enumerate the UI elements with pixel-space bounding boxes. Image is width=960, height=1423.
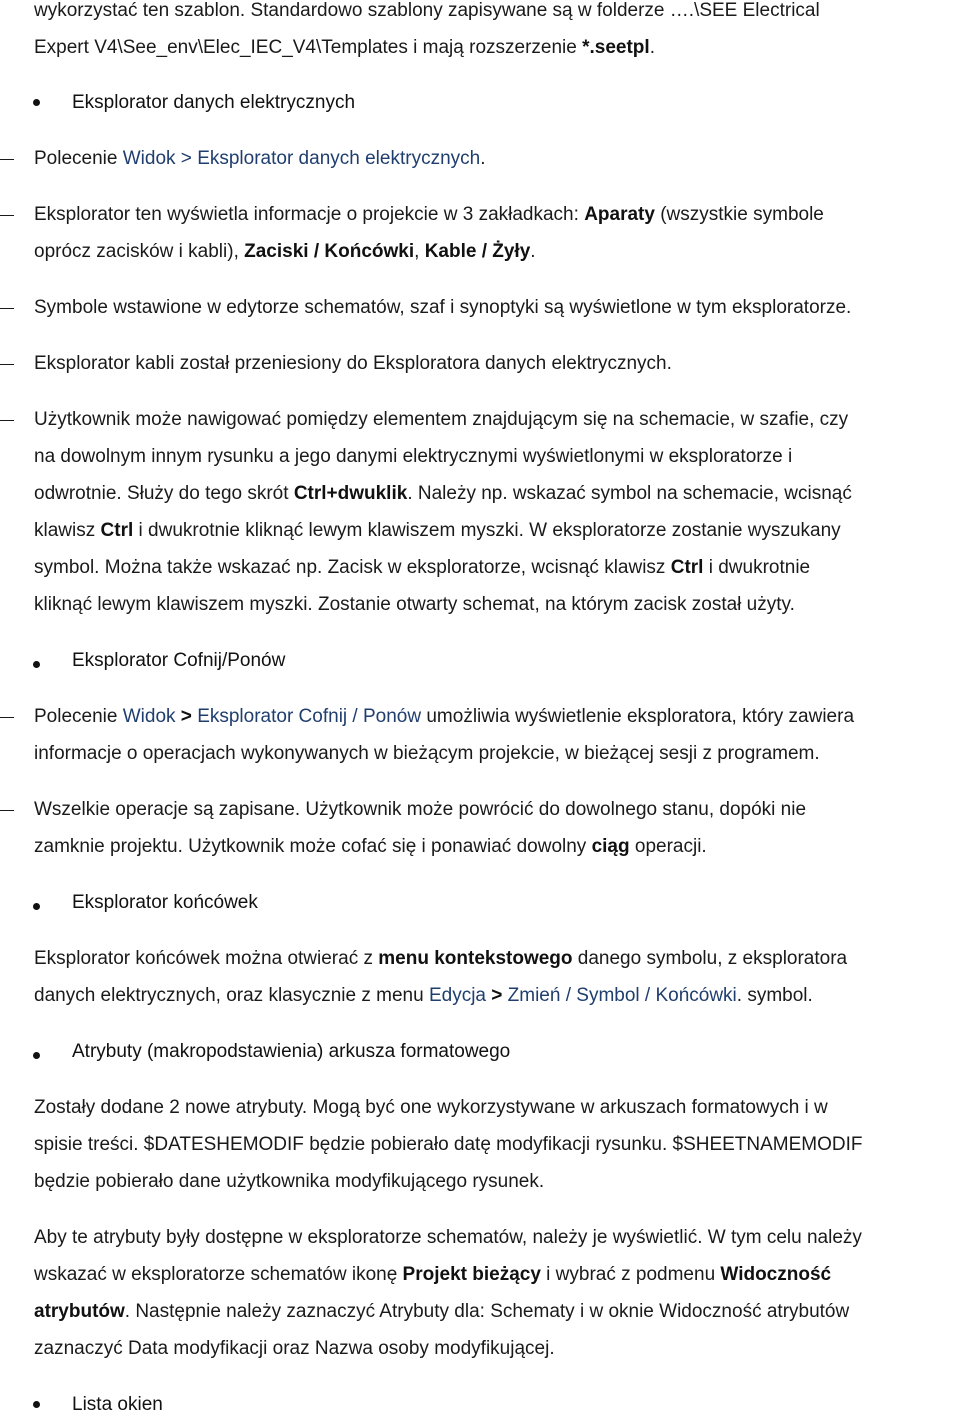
s4-p1-line-2: spisie treści. $DATESHEMODIF będzie pobierało datę modyfikacji rysunku. $SHEETNAMEMODIF (34, 1134, 863, 1155)
text: Eksplorator końcówek można otwierać z (34, 948, 379, 969)
text: . Następnie należy zaznaczyć Atrybuty dla: Schematy i w oknie Widoczność atrybutów (124, 1301, 850, 1322)
s2-dash-1-line-1 (34, 698, 958, 735)
term-ciag: ciąg (591, 836, 630, 857)
dash-marker (0, 364, 14, 365)
tab-ref-aparaty: Aparaty (584, 204, 655, 225)
bullet-dot (33, 1401, 40, 1408)
text: danego symbolu, z eksploratora (572, 948, 848, 969)
text: zamknie projektu. Użytkownik może cofać się i ponawiać dowolny (34, 836, 592, 857)
intro-line-2 (34, 29, 958, 66)
menu-ref-widok: Widok (122, 148, 176, 169)
text: operacji. (629, 836, 707, 857)
text: . symbol. (736, 985, 813, 1006)
s1-dash-2-line-2 (34, 233, 958, 270)
text: oprócz zacisków i kabli), (34, 241, 245, 262)
s1-dash-5-line-4 (34, 512, 958, 549)
text: klawisz (34, 520, 101, 541)
menu-separator: > (485, 985, 508, 1006)
menu-ref-eksplorator-cofnij: Eksplorator Cofnij / Ponów (197, 706, 422, 727)
term-menu-kontekstowe: menu kontekstowego (378, 948, 573, 969)
text: i dwukrotnie (703, 557, 811, 578)
section-heading-electrical-data-explorer: Eksplorator danych elektrycznych (72, 92, 356, 113)
s1-dash-5-line-6: kliknąć lewym klawiszem myszki. Zostanie otwarty schemat, na którym zacisk został użyty. (34, 594, 795, 615)
s1-dash-4: Eksplorator kabli został przeniesiony do Eksploratora danych elektrycznych. (34, 353, 672, 374)
text: . (530, 241, 536, 262)
text: (wszystkie symbole (654, 204, 824, 225)
text: i dwukrotnie kliknąć lewym klawiszem myszki. W eksploratorze zostanie wyszukany (133, 520, 841, 541)
s1-dash-5-line-1: Użytkownik może nawigować pomiędzy elementem znajdującym się na schemacie, w szafie, czy (34, 409, 849, 430)
menu-ref-widok: Widok (122, 706, 176, 727)
term-atrybutow: atrybutów (34, 1301, 125, 1322)
bullet-dot (33, 99, 40, 106)
bullet-dot (33, 903, 40, 910)
text: Polecenie (34, 148, 123, 169)
dash-marker (0, 215, 14, 216)
dash-marker (0, 810, 14, 811)
intro-line-1 (34, 0, 958, 29)
tab-ref-zaciski: Zaciski / Końcówki (244, 241, 415, 262)
s2-dash-1-line-2: informacje o operacjach wykonywanych w bieżącym projekcie, w bieżącej sesji z programem. (34, 743, 820, 764)
key-ctrl: Ctrl (670, 557, 704, 578)
s4-p1-line-1: Zostały dodane 2 nowe atrybuty. Mogą być one wykorzystywane w arkuszach formatowych i w (34, 1097, 828, 1118)
s1-dash-2-line-1 (34, 196, 958, 233)
s4-p2-line-1: Aby te atrybuty były dostępne w eksploratorze schematów, należy je wyświetlić. W tym celu należy (34, 1227, 862, 1248)
text: . Należy np. wskazać symbol na schemacie, wcisnąć (407, 483, 852, 504)
text: odwrotnie. Służy do tego skrót (34, 483, 294, 504)
menu-separator: > (175, 148, 198, 169)
dash-marker (0, 420, 14, 421)
s1-dash-5-line-3 (34, 475, 958, 512)
key-ctrl: Ctrl (100, 520, 134, 541)
bullet-dot (33, 661, 40, 668)
text: Polecenie (34, 706, 123, 727)
section-heading-undo-redo-explorer: Eksplorator Cofnij/Ponów (72, 650, 286, 671)
s4-p2-line-3 (34, 1293, 958, 1330)
s2-dash-2-line-2 (34, 828, 958, 865)
text: symbol. Można także wskazać np. Zacisk w eksploratorze, wcisnąć klawisz (34, 557, 671, 578)
menu-ref-edycja: Edycja (428, 985, 486, 1006)
s4-p2-line-2 (34, 1256, 958, 1293)
section-heading-terminal-explorer: Eksplorator końcówek (72, 892, 258, 913)
s3-paragraph-line-2 (34, 977, 958, 1014)
tab-ref-kable: Kable / Żyły (424, 241, 531, 262)
intro-text-2a: Expert V4\See_env\Elec_IEC_V4\Templates i mają rozszerzenie (34, 37, 583, 58)
term-widocznosc: Widoczność (720, 1264, 832, 1285)
file-extension: *.seetpl (582, 37, 650, 58)
text: . (480, 148, 486, 169)
s1-dash-5-line-2: na dowolnym innym rysunku a jego danymi elektrycznymi wyświetlonymi w eksploratorze i (34, 446, 793, 467)
s1-dash-1 (34, 140, 958, 177)
shortcut-ctrl-dwuklik: Ctrl+dwuklik (293, 483, 408, 504)
intro-text-1: wykorzystać ten szablon. Standardowo szablony zapisywane są w folderze ….\SEE Electrical (34, 0, 820, 21)
menu-ref-eksplorator-danych: Eksplorator danych elektrycznych (197, 148, 481, 169)
dash-marker (0, 159, 14, 160)
menu-ref-zmien-symbol-koncowki: Zmień / Symbol / Końcówki (507, 985, 737, 1006)
term-projekt-biezacy: Projekt bieżący (402, 1264, 541, 1285)
text: Eksplorator ten wyświetla informacje o projekcie w 3 zakładkach: (34, 204, 585, 225)
text: , (414, 241, 425, 262)
s4-p2-line-4: zaznaczyć Data modyfikacji oraz Nazwa osoby modyfikującej. (34, 1338, 555, 1359)
s1-dash-3: Symbole wstawione w edytorze schematów, szaf i synoptyki są wyświetlone w tym eksploratorze. (34, 297, 852, 318)
text: umożliwia wyświetlenie eksploratora, który zawiera (421, 706, 855, 727)
intro-text-2c: . (649, 37, 655, 58)
text: i wybrać z podmenu (540, 1264, 721, 1285)
dash-marker (0, 717, 14, 718)
bullet-dot (33, 1052, 40, 1059)
section-heading-attributes: Atrybuty (makropodstawienia) arkusza formatowego (72, 1041, 511, 1062)
section-heading-window-list: Lista okien (72, 1394, 163, 1415)
s2-dash-2-line-1: Wszelkie operacje są zapisane. Użytkownik może powrócić do dowolnego stanu, dopóki nie (34, 799, 807, 820)
s4-p1-line-3: będzie pobierało dane użytkownika modyfikującego rysunek. (34, 1171, 545, 1192)
text: danych elektrycznych, oraz klasycznie z menu (34, 985, 429, 1006)
dash-marker (0, 308, 14, 309)
s3-paragraph-line-1 (34, 940, 958, 977)
s1-dash-5-line-5 (34, 549, 958, 586)
text: wskazać w eksploratorze schematów ikonę (34, 1264, 403, 1285)
menu-separator: > (175, 706, 198, 727)
